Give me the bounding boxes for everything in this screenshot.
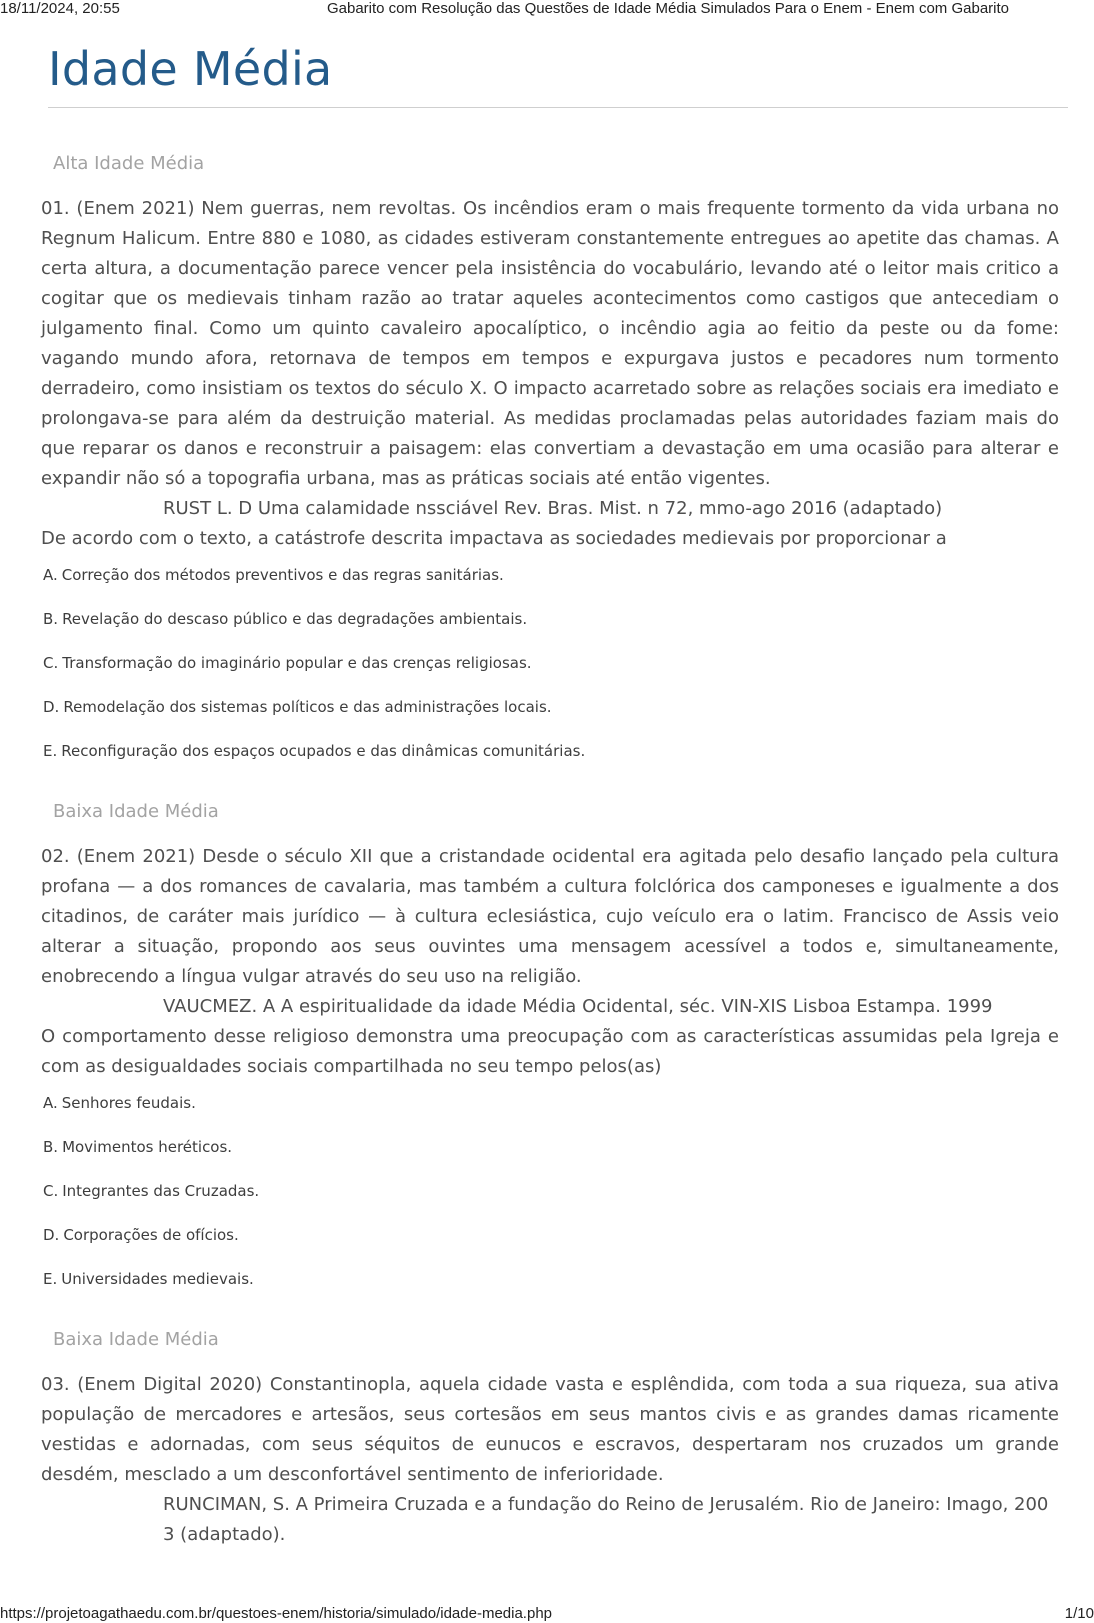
question-source: RUNCIMAN, S. A Primeira Cruzada e a fundação do Reino de Jerusalém. Rio de Janeiro: Imago, 2003 (adaptado). xyxy=(163,1494,1049,1545)
print-header xyxy=(0,0,1094,16)
option-d[interactable] xyxy=(41,1224,1059,1268)
option-letter: E. xyxy=(43,742,58,760)
option-d[interactable] xyxy=(41,696,1059,740)
section-label: Baixa Idade Média xyxy=(53,801,219,822)
option-c[interactable] xyxy=(41,1180,1059,1224)
answer-options xyxy=(41,564,1059,784)
option-b[interactable] xyxy=(41,608,1059,652)
option-letter: D. xyxy=(43,698,60,716)
option-letter: A. xyxy=(43,1094,58,1112)
print-footer xyxy=(0,1603,1094,1623)
option-text: Integrantes das Cruzadas. xyxy=(62,1182,260,1200)
question-prompt: De acordo com o texto, a catástrofe descrita impactava as sociedades medievais por proporcionar a xyxy=(41,528,947,549)
questions-list xyxy=(41,150,1059,1550)
page-number: 1/10 xyxy=(1064,1605,1094,1622)
option-a[interactable] xyxy=(41,1092,1059,1136)
question-2 xyxy=(41,798,1059,1312)
option-letter: C. xyxy=(43,1182,59,1200)
option-text: Reconfiguração dos espaços ocupados e das dinâmicas comunitárias. xyxy=(61,742,586,760)
option-letter: B. xyxy=(43,1138,59,1156)
option-letter: C. xyxy=(43,654,59,672)
section-label: Baixa Idade Média xyxy=(53,1329,219,1350)
option-letter: B. xyxy=(43,610,59,628)
section-label: Alta Idade Média xyxy=(53,153,205,174)
option-text: Correção dos métodos preventivos e das regras sanitárias. xyxy=(61,566,504,584)
question-3 xyxy=(41,1326,1059,1550)
question-source: RUST L. D Uma calamidade nssciável Rev. Bras. Mist. n 72, mmo-ago 2016 (adaptado) xyxy=(163,498,943,519)
option-letter: A. xyxy=(43,566,58,584)
option-e[interactable] xyxy=(41,740,1059,784)
option-letter: E. xyxy=(43,1270,58,1288)
question-text: 02. (Enem 2021) Desde o século XII que a cristandade ocidental era agitada pelo desafio lançado pela cultura profana — a dos romances de cavalaria, mas também a cultura folclórica dos camponeses e igualmente a dos citadinos, de caráter mais jurídico — à cultura eclesiástica, cujo veículo era o latim. Francisco de Assis veio alterar a situação, propondo aos seus ouvintes uma mensagem acessível a todos e, simultaneamente, enobrecendo a língua vulgar através do seu uso na religião. xyxy=(41,846,1059,987)
option-b[interactable] xyxy=(41,1136,1059,1180)
question-source: VAUCMEZ. A A espiritualidade da idade Média Ocidental, séc. VIN-XIS Lisboa Estampa. 1999 xyxy=(163,996,993,1017)
question-prompt: O comportamento desse religioso demonstra uma preocupação com as características assumidas pela Igreja e com as desigualdades sociais compartilhada no seu tempo pelos(as) xyxy=(41,1026,1059,1077)
option-text: Universidades medievais. xyxy=(61,1270,254,1288)
option-text: Remodelação dos sistemas políticos e das administrações locais. xyxy=(63,698,552,716)
print-datetime: 18/11/2024, 20:55 xyxy=(0,0,120,17)
option-a[interactable] xyxy=(41,564,1059,608)
title-divider xyxy=(48,107,1068,108)
print-document-title: Gabarito com Resolução das Questões de Idade Média Simulados Para o Enem - Enem com Gabarito xyxy=(326,0,1010,17)
print-url[interactable]: https://projetoagathaedu.com.br/questoes-enem/historia/simulado/idade-media.php xyxy=(0,1605,552,1622)
question-text: 03. (Enem Digital 2020) Constantinopla, aquela cidade vasta e esplêndida, com toda a sua riqueza, sua ativa população de mercadores e artesãos, seus cortesãos em seus mantos civis e as grandes damas ricamente vestidas e adornadas, com seus séquitos de eunucos e escravos, despertaram nos cruzados um grande desdém, mesclado a um desconfortável sentimento de inferioridade. xyxy=(41,1374,1059,1485)
question-1 xyxy=(41,150,1059,784)
question-text: 01. (Enem 2021) Nem guerras, nem revoltas. Os incêndios eram o mais frequente tormento da vida urbana no Regnum Halicum. Entre 880 e 1080, as cidades estiveram constantemente entregues ao apetite das chamas. A certa altura, a documentação parece vencer pela insistência do vocabulário, levando até o leitor mais critico a cogitar que os medievais tinham razão ao tratar aqueles acontecimentos como castigos que antecediam o julgamento final. Como um quinto cavaleiro apocalíptico, o incêndio agia ao feitio da peste ou da fome: vagando mundo afora, retornava de tempos em tempos e expurgava justos e pecadores num tormento derradeiro, como insistiam os textos do século X. O impacto acarretado sobre as relações sociais era imediato e prolongava-se para além da destruição material. As medidas proclamadas pelas autoridades faziam mais do que reparar os danos e reconstruir a paisagem: elas convertiam a devastação em uma ocasião para alterar e expandir não só a topografia urbana, mas as práticas sociais até então vigentes. xyxy=(41,198,1059,489)
option-e[interactable] xyxy=(41,1268,1059,1312)
option-text: Senhores feudais. xyxy=(61,1094,196,1112)
answer-options xyxy=(41,1092,1059,1312)
option-text: Revelação do descaso público e das degradações ambientais. xyxy=(62,610,528,628)
option-c[interactable] xyxy=(41,652,1059,696)
option-letter: D. xyxy=(43,1226,60,1244)
page-title: Idade Média xyxy=(48,42,333,96)
option-text: Movimentos heréticos. xyxy=(62,1138,233,1156)
option-text: Corporações de ofícios. xyxy=(63,1226,239,1244)
option-text: Transformação do imaginário popular e das crenças religiosas. xyxy=(62,654,532,672)
